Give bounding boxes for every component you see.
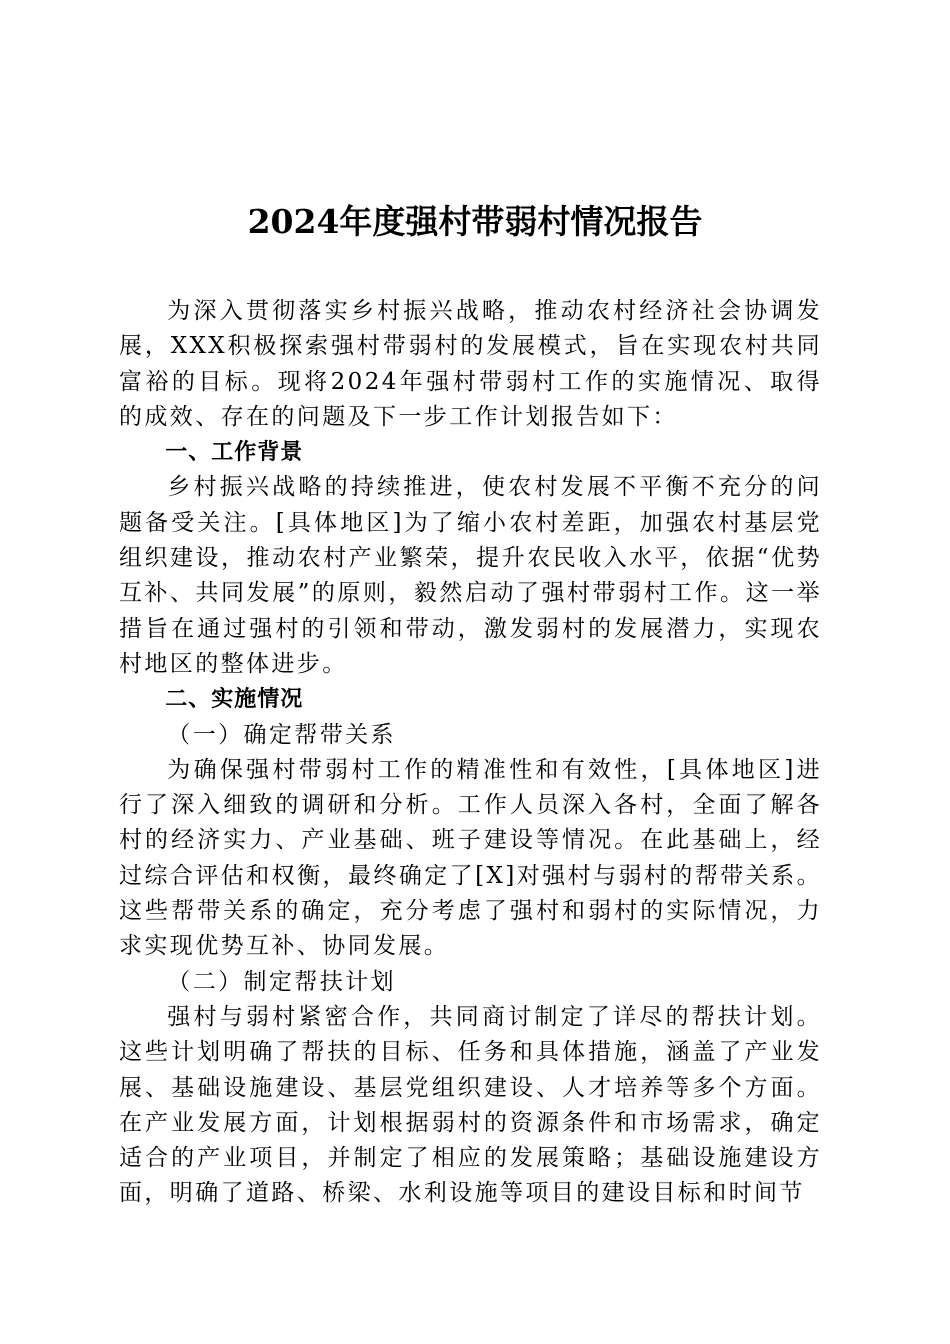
document-body [119, 294, 822, 1212]
relationship-paragraph: 为确保强村带弱村工作的精准性和有效性，[具体地区]进行了深入细致的调研和分析。工作人员深入各村，全面了解各村的经济实力、产业基础、班子建设等情况。在此基础上，经过综合评估和权衡，最终确定了[X]对强村与弱村的帮带关系。这些帮带关系的确定，充分考虑了强村和弱村的实际情况，力求实现优势互补、协同发展。 [119, 756, 822, 960]
section-heading-background: 一、工作背景 [165, 440, 304, 466]
background-paragraph: 乡村振兴战略的持续推进，使农村发展不平衡不充分的问题备受关注。[具体地区]为了缩小农村差距，加强农村基层党组织建设，推动农村产业繁荣，提升农民收入水平，依据“优势互补、共同发展”的原则，毅然启动了强村带弱村工作。这一举措旨在通过强村的引领和带动，激发弱村的发展潜力，实现农村地区的整体进步。 [119, 474, 822, 677]
plan-paragraph: 强村与弱村紧密合作，共同商讨制定了详尽的帮扶计划。这些计划明确了帮扶的目标、任务和具体措施，涵盖了产业发展、基础设施建设、基层党组织建设、人才培养等多个方面。在产业发展方面，计划根据弱村的资源条件和市场需求，确定适合的产业项目，并制定了相应的发展策略；基础设施建设方面，明确了道路、桥梁、水利设施等项目的建设目标和时间节 [119, 1003, 822, 1207]
document-title: 2024年度强村带弱村情况报告 [247, 202, 703, 241]
section-heading-implementation: 二、实施情况 [165, 687, 304, 713]
subheading-relationship: （一）确定帮带关系 [167, 721, 396, 748]
subheading-plan: （二）制定帮扶计划 [167, 968, 396, 995]
intro-paragraph: 为深入贯彻落实乡村振兴战略，推动农村经济社会协调发展，XXX积极探索强村带弱村的发展模式，旨在实现农村共同富裕的目标。现将2024年强村带弱村工作的实施情况、取得的成效、存在的问题及下一步工作计划报告如下： [119, 298, 822, 430]
